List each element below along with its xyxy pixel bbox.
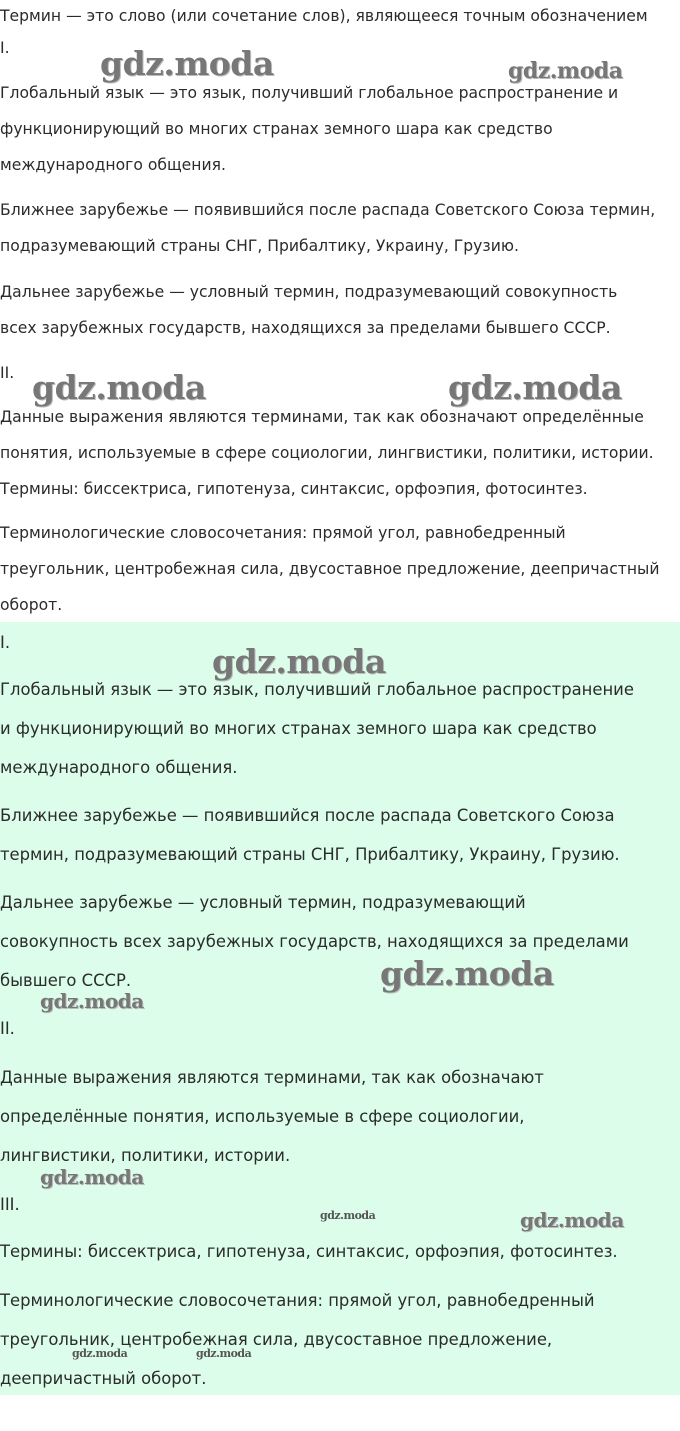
paragraph-line: понятия, используемые в сфере социологии, лингвистики, политики, истории.	[0, 444, 654, 462]
paragraph-line: лингвистики, политики, истории.	[0, 1146, 291, 1165]
watermark-logo: gdz.moda	[448, 368, 622, 407]
paragraph-line: международного общения.	[0, 758, 238, 777]
answer-block-plain	[0, 0, 680, 622]
paragraph-line: термин, подразумевающий страны СНГ, Прибалтику, Украину, Грузию.	[0, 845, 620, 864]
watermark-logo: gdz.moda	[100, 44, 274, 83]
watermark-logo: gdz.moda	[32, 368, 206, 407]
paragraph-line: Дальнее зарубежье — условный термин, подразумевающий совокупность	[0, 283, 618, 301]
answer-block-highlighted	[0, 622, 680, 1395]
paragraph-line: Ближнее зарубежье — появившийся после распада Советского Союза термин,	[0, 201, 656, 219]
watermark-logo: gdz.moda	[40, 1165, 144, 1189]
watermark-logo: gdz.moda	[40, 989, 144, 1013]
paragraph-line: бывшего СССР.	[0, 971, 132, 990]
paragraph-line: Термины: биссектриса, гипотенуза, синтаксис, орфоэпия, фотосинтез.	[0, 480, 588, 498]
watermark-logo: gdz.moda	[196, 1347, 252, 1360]
paragraph-line: и функционирующий во многих странах земного шара как средство	[0, 719, 597, 738]
watermark-logo: gdz.moda	[72, 1347, 128, 1360]
paragraph-line: оборот.	[0, 596, 63, 614]
paragraph-line: треугольник, центробежная сила, двусоставное предложение, деепричастный	[0, 560, 660, 578]
paragraph-line: определённые понятия, используемые в сфере социологии,	[0, 1107, 525, 1126]
definition-line: Термин — это слово (или сочетание слов), являющееся точным обозначением	[0, 7, 648, 25]
paragraph-line: треугольник, центробежная сила, двусоставное предложение,	[0, 1330, 553, 1349]
paragraph-line: Ближнее зарубежье — появившийся после распада Советского Союза	[0, 806, 615, 825]
paragraph-line: Глобальный язык — это язык, получивший глобальное распространение	[0, 680, 634, 699]
paragraph-line: Терминологические словосочетания: прямой угол, равнобедренный	[0, 1291, 595, 1310]
paragraph-line: Данные выражения являются терминами, так как обозначают	[0, 1068, 544, 1087]
paragraph-line: Термины: биссектриса, гипотенуза, синтаксис, орфоэпия, фотосинтез.	[0, 1242, 618, 1261]
paragraph-line: Дальнее зарубежье — условный термин, подразумевающий	[0, 893, 526, 912]
paragraph-line: подразумевающий страны СНГ, Прибалтику, Украину, Грузию.	[0, 237, 519, 255]
paragraph-line: Терминологические словосочетания: прямой угол, равнобедренный	[0, 524, 566, 542]
roman-numeral: III.	[0, 1195, 20, 1214]
paragraph-line: деепричастный оборот.	[0, 1369, 207, 1388]
paragraph-line: Данные выражения являются терминами, так как обозначают определённые	[0, 408, 644, 426]
roman-numeral: II.	[0, 1019, 15, 1038]
roman-numeral: I.	[0, 633, 11, 652]
watermark-logo: gdz.moda	[380, 954, 554, 993]
paragraph-line: функционирующий во многих странах земного шара как средство	[0, 120, 553, 138]
watermark-logo: gdz.moda	[508, 58, 623, 84]
watermark-logo: gdz.moda	[212, 642, 386, 681]
paragraph-line: международного общения.	[0, 156, 226, 174]
watermark-logo: gdz.moda	[320, 1209, 376, 1222]
roman-numeral: II.	[0, 364, 15, 382]
paragraph-line: Глобальный язык — это язык, получивший глобальное распространение и	[0, 84, 619, 102]
watermark-logo: gdz.moda	[520, 1208, 624, 1232]
roman-numeral: I.	[0, 39, 10, 57]
paragraph-line: совокупность всех зарубежных государств, находящихся за пределами	[0, 932, 629, 951]
paragraph-line: всех зарубежных государств, находящихся за пределами бывшего СССР.	[0, 319, 611, 337]
